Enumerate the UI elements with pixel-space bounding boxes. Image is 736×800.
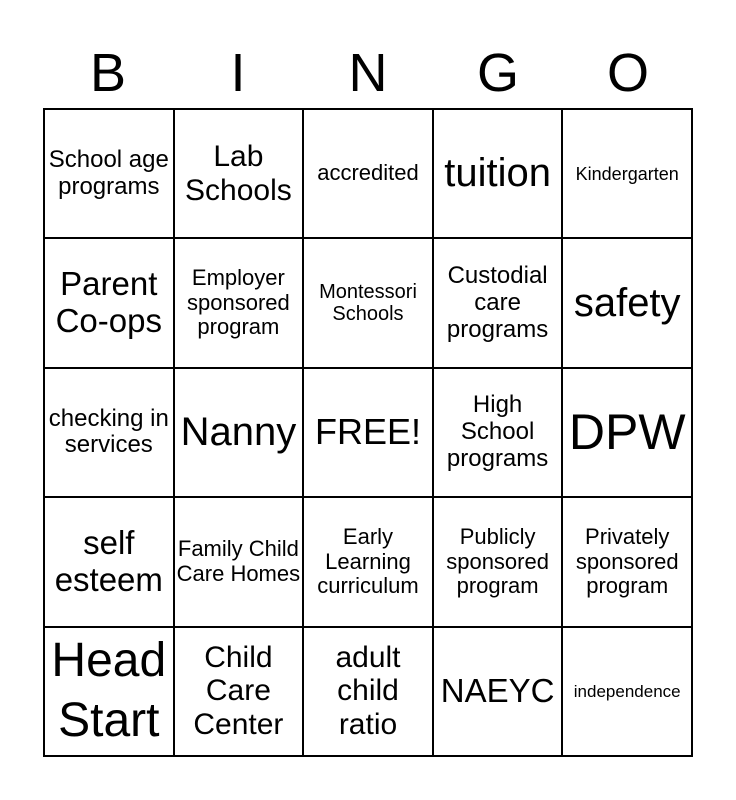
bingo-header <box>43 40 693 106</box>
header-letter-i: I <box>230 43 246 103</box>
cell-text: safety <box>573 280 681 325</box>
cell-text: Family Child Care Homes <box>176 536 301 586</box>
bingo-cell[interactable] <box>45 239 175 368</box>
bingo-cell[interactable] <box>304 498 434 627</box>
cell-text: Privately sponsored program <box>575 523 679 599</box>
bingo-cell[interactable] <box>45 628 175 757</box>
header-letter-n: N <box>348 43 388 103</box>
bingo-cell[interactable] <box>563 110 693 239</box>
header-letter-b: B <box>89 43 127 103</box>
cell-text: self esteem <box>54 523 163 598</box>
bingo-card-grid <box>43 108 693 757</box>
bingo-cell[interactable] <box>434 498 564 627</box>
bingo-cell[interactable] <box>434 110 564 239</box>
cell-text: Montessori Schools <box>319 280 417 326</box>
cell-text: High School programs <box>446 391 549 472</box>
cell-text: Early Learning curriculum <box>317 523 419 599</box>
cell-text: accredited <box>317 160 419 186</box>
cell-text: Child Care Center <box>193 640 284 742</box>
bingo-cell[interactable] <box>304 110 434 239</box>
bingo-cell[interactable] <box>563 628 693 757</box>
bingo-cell[interactable] <box>175 239 305 368</box>
cell-text: Lab Schools <box>185 140 292 207</box>
bingo-cell[interactable] <box>304 239 434 368</box>
cell-text: Publicly sponsored program <box>446 523 549 599</box>
cell-text: Employer sponsored program <box>187 265 290 340</box>
bingo-cell[interactable] <box>304 628 434 757</box>
cell-text: FREE! <box>314 411 421 453</box>
bingo-cell[interactable] <box>563 239 693 368</box>
header-letter-g: G <box>476 43 519 103</box>
header-letter-o: O <box>606 43 649 103</box>
bingo-cell[interactable] <box>434 369 564 498</box>
cell-text: Kindergarten <box>575 163 679 184</box>
bingo-cell[interactable] <box>45 369 175 498</box>
cell-text: Custodial care programs <box>446 261 549 343</box>
cell-text: adult child ratio <box>335 640 401 742</box>
cell-text: independence <box>573 681 681 701</box>
bingo-cell[interactable] <box>175 498 305 627</box>
cell-text: Parent Co-ops <box>55 265 162 340</box>
cell-text: tuition <box>444 151 551 196</box>
cell-text: DPW <box>568 404 686 461</box>
bingo-cell[interactable] <box>563 498 693 627</box>
cell-text: Head Start <box>51 634 167 748</box>
cell-text: Nanny <box>180 410 297 455</box>
bingo-cell[interactable] <box>434 628 564 757</box>
cell-text: School age programs <box>48 145 169 200</box>
bingo-cell[interactable] <box>563 369 693 498</box>
bingo-cell[interactable] <box>175 110 305 239</box>
bingo-cell[interactable] <box>304 369 434 498</box>
bingo-cell[interactable] <box>45 498 175 627</box>
bingo-cell[interactable] <box>175 628 305 757</box>
bingo-cell[interactable] <box>45 110 175 239</box>
cell-text: NAEYC <box>440 671 555 709</box>
bingo-cell[interactable] <box>434 239 564 368</box>
cell-text: checking in services <box>48 404 169 459</box>
bingo-cell[interactable] <box>175 369 305 498</box>
